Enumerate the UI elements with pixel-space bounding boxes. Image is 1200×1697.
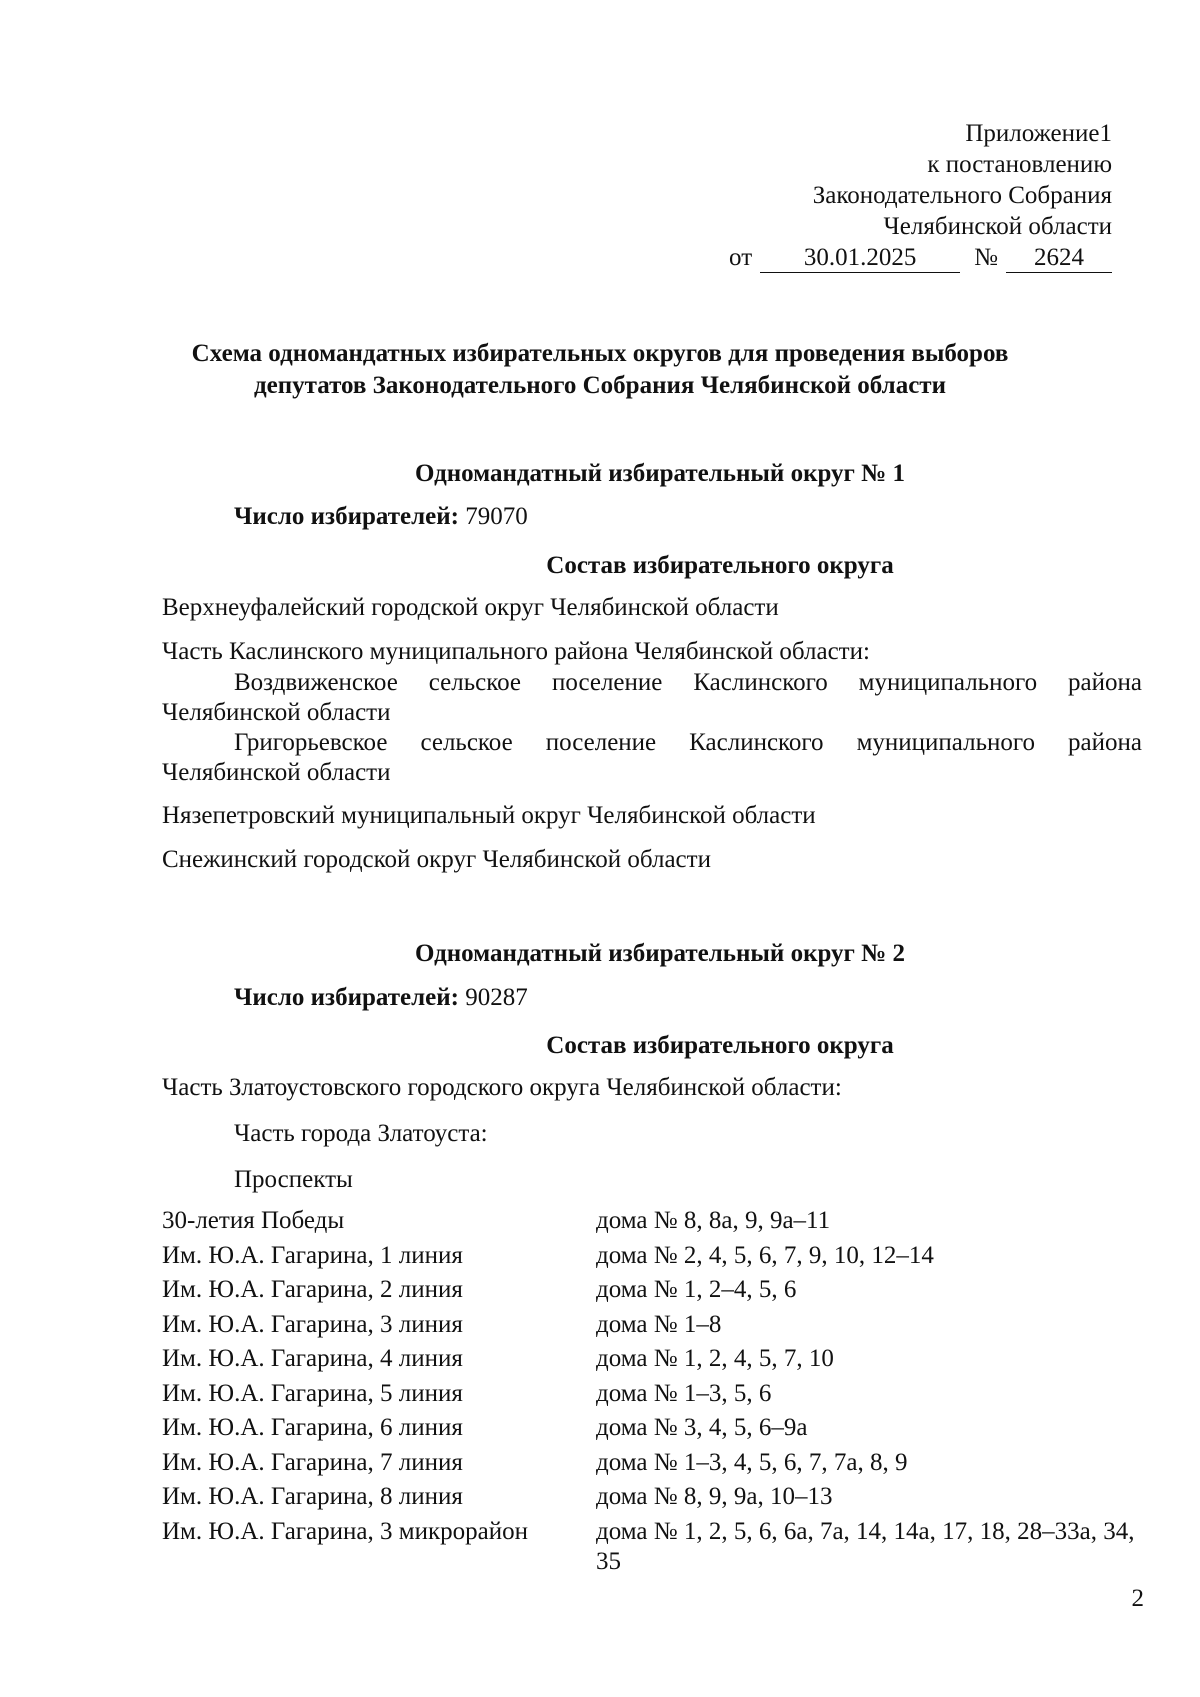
- table-row: [162, 1342, 1142, 1377]
- district-2-heading: Одномандатный избирательный округ № 2: [414, 940, 906, 967]
- district-1-item-2-sub-2: Григорьевское сельское поселение Каслинского муниципального района Челябинской области: [162, 729, 1142, 786]
- street-houses: дома № 1–8: [596, 1310, 722, 1338]
- title-line-2: депутатов Законодательного Собрания Челябинской области: [254, 372, 946, 399]
- table-row: [162, 1239, 1142, 1274]
- date-value: 30.01.2025: [803, 244, 917, 271]
- street-houses: дома № 8, 8а, 9, 9а–11: [596, 1207, 831, 1234]
- appendix-line-4: Челябинской области: [883, 213, 1112, 240]
- street-houses: дома № 1, 2–4, 5, 6: [596, 1276, 797, 1303]
- document-title: [120, 338, 1080, 402]
- appendix-date-row: [729, 242, 1112, 273]
- street-name: Им. Ю.А. Гагарина, 3 микрорайон: [162, 1517, 528, 1545]
- district-2-category: Проспекты: [234, 1166, 353, 1193]
- street-name: Им. Ю.А. Гагарина, 7 линия: [162, 1448, 463, 1476]
- table-row: [162, 1377, 1142, 1412]
- appendix-block: [729, 118, 1112, 273]
- street-houses: дома № 3, 4, 5, 6–9а: [596, 1414, 808, 1441]
- table-row: [162, 1204, 1142, 1239]
- district-2-city-part: Часть города Златоуста:: [234, 1120, 488, 1147]
- district-2-voters: [234, 984, 528, 1012]
- district-1-item-2-sub-1: Воздвиженское сельское поселение Каслинского муниципального района Челябинской области: [162, 669, 1142, 726]
- street-name: Им. Ю.А. Гагарина, 6 линия: [162, 1414, 463, 1441]
- street-houses: дома № 1, 2, 5, 6, 6а, 7а, 14, 14а, 17, 18, 28–33а, 34, 35: [596, 1517, 1135, 1575]
- voters-value: 90287: [465, 984, 528, 1011]
- district-1-voters: [234, 503, 528, 531]
- title-line-1: Схема одномандатных избирательных округов для проведения выборов: [191, 340, 1009, 367]
- appendix-line-1: Приложение1: [965, 120, 1112, 147]
- district-2-composition-heading: Состав избирательного округа: [546, 1032, 894, 1059]
- district-1-heading: Одномандатный избирательный округ № 1: [414, 460, 906, 487]
- street-name: 30-летия Победы: [162, 1207, 345, 1234]
- street-table: [162, 1204, 1142, 1577]
- district-1-item-1: Верхнеуфалейский городской округ Челябинской области: [162, 594, 779, 621]
- table-row: [162, 1480, 1142, 1515]
- district-1-item-4: Снежинский городской округ Челябинской области: [162, 846, 711, 873]
- number-value: 2624: [1034, 244, 1084, 271]
- table-row: [162, 1273, 1142, 1308]
- street-name: Им. Ю.А. Гагарина, 4 линия: [162, 1345, 463, 1372]
- street-name: Им. Ю.А. Гагарина, 1 линия: [162, 1241, 463, 1269]
- district-2-item-1: Часть Златоустовского городского округа Челябинской области:: [162, 1074, 842, 1101]
- district-1-item-3: Нязепетровский муниципальный округ Челябинской области: [162, 802, 816, 829]
- street-houses: дома № 2, 4, 5, 6, 7, 9, 10, 12–14: [596, 1241, 934, 1269]
- street-name: Им. Ю.А. Гагарина, 5 линия: [162, 1379, 463, 1407]
- table-row: [162, 1515, 1142, 1577]
- table-row: [162, 1308, 1142, 1343]
- street-name: Им. Ю.А. Гагарина, 3 линия: [162, 1310, 463, 1338]
- number-prefix: №: [974, 244, 998, 271]
- street-houses: дома № 1–3, 5, 6: [596, 1379, 772, 1407]
- street-houses: дома № 8, 9, 9а, 10–13: [596, 1483, 833, 1510]
- number-field: [1006, 246, 1112, 273]
- street-houses: дома № 1, 2, 4, 5, 7, 10: [596, 1345, 834, 1372]
- street-name: Им. Ю.А. Гагарина, 8 линия: [162, 1483, 463, 1510]
- district-1-item-2: Часть Каслинского муниципального района Челябинской области:: [162, 638, 870, 665]
- voters-label: Число избирателей:: [234, 503, 459, 530]
- table-row: [162, 1411, 1142, 1446]
- voters-label: Число избирателей:: [234, 984, 459, 1011]
- voters-value: 79070: [465, 503, 528, 530]
- district-1-composition-heading: Состав избирательного округа: [546, 552, 894, 579]
- page-number: 2: [1131, 1585, 1144, 1612]
- date-field: [760, 246, 960, 273]
- street-houses: дома № 1–3, 4, 5, 6, 7, 7а, 8, 9: [596, 1448, 908, 1476]
- street-name: Им. Ю.А. Гагарина, 2 линия: [162, 1276, 463, 1303]
- table-row: [162, 1446, 1142, 1481]
- appendix-line-2: к постановлению: [927, 151, 1112, 178]
- appendix-line-3: Законодательного Собрания: [812, 182, 1112, 209]
- date-prefix: от: [729, 244, 753, 271]
